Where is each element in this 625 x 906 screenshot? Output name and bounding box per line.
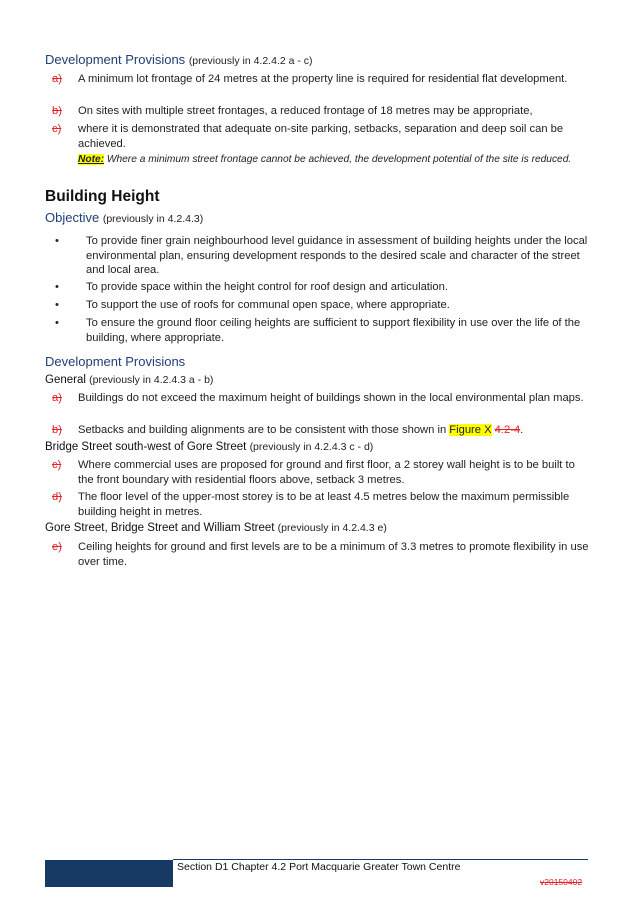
item-text: On sites with multiple street frontages, a reduced frontage of 18 metres may be appropriate, <box>78 105 533 117</box>
objective-heading <box>45 210 203 225</box>
provision-item <box>52 72 592 87</box>
item-text: Ceiling heights for ground and first levels are to be a minimum of 3.3 metres to promote flexibility in use over time. <box>78 541 589 568</box>
note-label: Note: <box>78 154 105 165</box>
item-text <box>78 423 592 438</box>
bullet-marker: • <box>55 317 59 329</box>
item-label-deleted: b) <box>52 105 62 117</box>
objective-bullet <box>55 298 595 313</box>
provision-item <box>52 423 592 438</box>
item-text: Where commercial uses are proposed for ground and first floor, a 2 storey wall height is to be built to the front boundary with residential floors above, setback 3 metres. <box>78 459 575 486</box>
item-text-part: . <box>520 424 524 436</box>
gore-street-subheading <box>45 522 387 534</box>
heading-reference-note: (previously in 4.2.4.2 a - c) <box>188 55 313 67</box>
provision-item <box>52 490 592 519</box>
footer-color-bar <box>45 860 173 887</box>
item-text: Buildings do not exceed the maximum height of buildings shown in the local environmental plan maps. <box>78 392 584 404</box>
item-label-deleted: d) <box>52 491 62 503</box>
item-text: where it is demonstrated that adequate on-site parking, setbacks, separation and deep soil can be achieved. <box>78 123 564 150</box>
provision-item <box>52 458 592 487</box>
subheading-reference-note: (previously in 4.2.4.3 c - d) <box>249 441 374 453</box>
development-provisions-heading <box>45 52 313 67</box>
bullet-text: To provide space within the height control for roof design and articulation. <box>86 281 448 293</box>
subheading-reference-note: (previously in 4.2.4.3 e) <box>277 522 387 534</box>
heading-reference-note: (previously in 4.2.4.3) <box>102 213 204 225</box>
item-label-deleted: e) <box>52 541 62 553</box>
item-text: The floor level of the upper-most storey is to be at least 4.5 metres below the maximum permissible building height in metres. <box>78 491 570 518</box>
footer-section-title: Section D1 Chapter 4.2 Port Macquarie Greater Town Centre <box>177 861 461 873</box>
heading-text: Objective <box>45 210 100 225</box>
subheading-text: Bridge Street south-west of Gore Street <box>45 441 247 453</box>
bullet-text: To provide finer grain neighbourhood level guidance in assessment of building heights under the local environmental plan, ensuring development responds to the desired scale and character of the street and local area. <box>86 235 588 276</box>
bullet-marker: • <box>55 299 59 311</box>
bullet-marker: • <box>55 235 59 247</box>
provision-item <box>52 391 592 406</box>
item-label-deleted: b) <box>52 424 62 436</box>
item-label-deleted: a) <box>52 73 62 85</box>
provision-item <box>52 122 592 151</box>
building-height-heading: Building Height <box>45 188 160 205</box>
objective-bullet <box>55 316 595 345</box>
bridge-street-subheading <box>45 441 373 453</box>
objective-bullet <box>55 234 595 278</box>
note-text: Where a minimum street frontage cannot be achieved, the development potential of the site is reduced. <box>104 154 572 165</box>
provision-item <box>52 540 592 569</box>
bullet-marker: • <box>55 281 59 293</box>
item-label-deleted: c) <box>52 459 62 471</box>
item-label-deleted: c) <box>52 123 62 135</box>
figure-reference-highlight: Figure X <box>449 424 492 436</box>
note-paragraph <box>78 153 583 166</box>
objective-bullet <box>55 280 595 295</box>
subheading-text: Gore Street, Bridge Street and William Street <box>45 522 275 534</box>
footer-divider <box>173 859 588 860</box>
item-text-part: Setbacks and building alignments are to be consistent with those shown in <box>78 424 450 436</box>
subheading-text: General <box>45 374 86 386</box>
item-text: A minimum lot frontage of 24 metres at the property line is required for residential flat development. <box>78 73 568 85</box>
general-subheading <box>45 374 213 386</box>
provision-item <box>52 104 592 119</box>
bullet-text: To support the use of roofs for communal open space, where appropriate. <box>86 299 450 311</box>
footer-version-deleted: v20150402 <box>540 877 583 887</box>
deleted-figure-reference: 4.2-4 <box>494 424 521 436</box>
development-provisions-heading: Development Provisions <box>45 354 186 369</box>
heading-text: Development Provisions <box>45 52 186 67</box>
subheading-reference-note: (previously in 4.2.4.3 a - b) <box>89 374 214 386</box>
bullet-text: To ensure the ground floor ceiling heights are sufficient to support flexibility in use over the life of the building, where appropriate. <box>86 317 581 344</box>
item-label-deleted: a) <box>52 392 62 404</box>
